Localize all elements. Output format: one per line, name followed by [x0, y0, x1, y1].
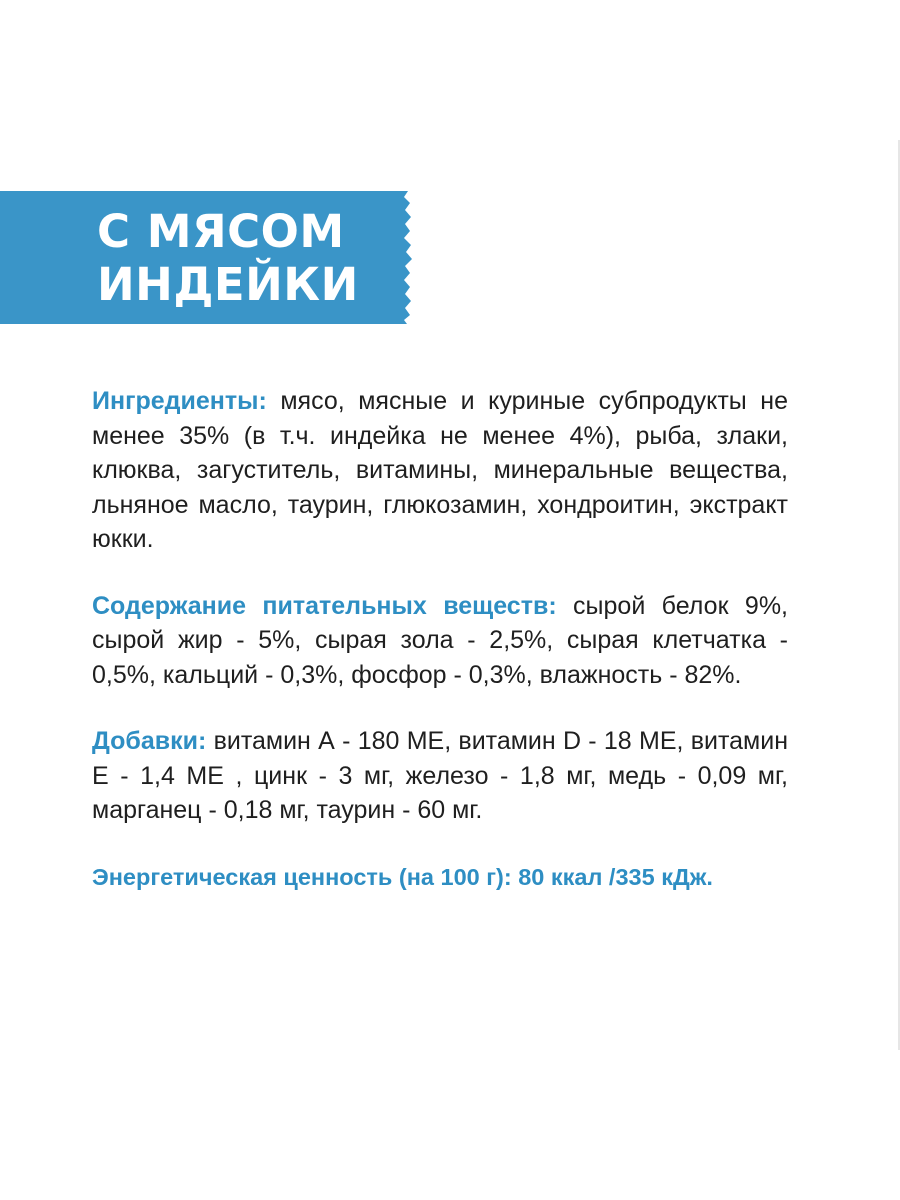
ingredients-text: мясо, мясные и куриные субпродукты не менее 35% (в т.ч. индейка не менее 4%), рыба, злаки, клюква, загуститель, витамины, минеральные вещества, льняное масло, таурин, глюкозамин, хондроитин, экстракт юкки.	[92, 387, 788, 553]
ingredients-label: Ингредиенты:	[92, 387, 267, 415]
energy-value: Энергетическая ценность (на 100 г): 80 ккал /335 кДж.	[92, 863, 713, 890]
nutrients-text: сырой белок 9%, сырой жир - 5%, сырая зола - 2,5%, сырая клетчатка - 0,5%, кальций - 0,3%, фосфор - 0,3%, влажность - 82%.	[92, 591, 788, 689]
banner-title	[97, 205, 359, 311]
nutrients-label: Содержание питательных веществ:	[92, 591, 557, 620]
additives-label: Добавки:	[92, 727, 207, 755]
banner-title-line-2: ИНДЕЙКИ	[97, 258, 359, 311]
banner-title-line-1: С МЯСОМ	[97, 205, 345, 258]
composition-text	[92, 384, 788, 894]
nutrients-paragraph	[92, 589, 788, 693]
additives-text: витамин А - 180 МЕ, витамин D - 18 МЕ, витамин Е - 1,4 МЕ , цинк - 3 мг, железо - 1,8 мг, медь - 0,09 мг, марганец - 0,18 мг, таурин - 60 мг.	[92, 727, 788, 824]
ingredients-paragraph	[92, 384, 788, 557]
additives-paragraph	[92, 724, 788, 828]
